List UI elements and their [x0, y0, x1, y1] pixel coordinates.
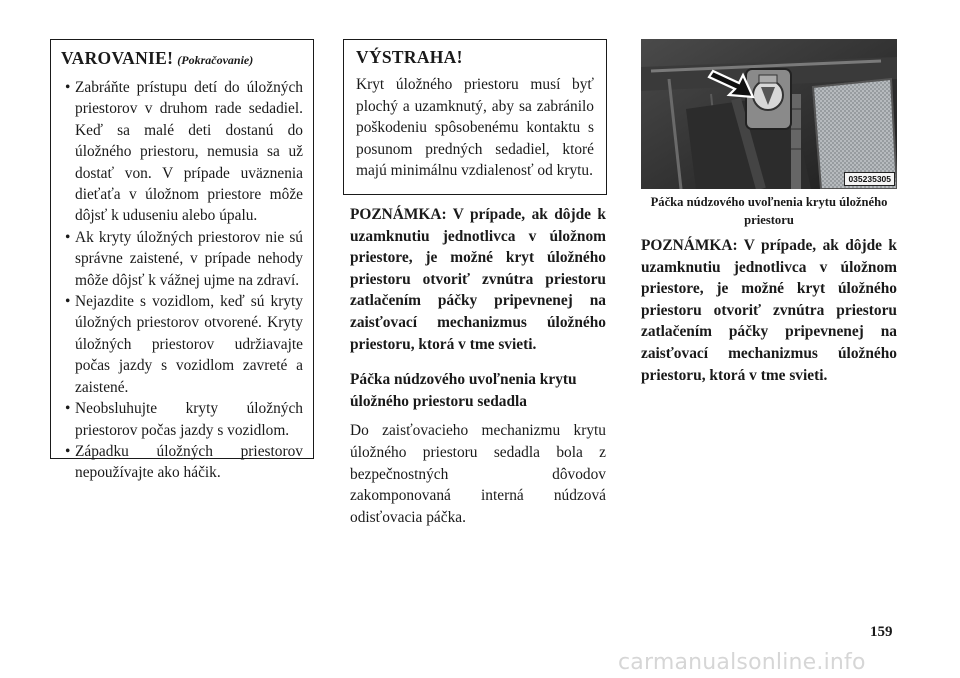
warning-bullet: • Zabráňte prístupu detí do úložných priestorov v druhom rade sedadiel. Keď sa malé deti dostanú do úložného priestoru, nemusia sa už dostať von. V prípade uväznenia dieťaťa v úložnom priestore môže dôjsť k uduseniu alebo úpalu. — [65, 79, 303, 225]
warning-bullet: • Ak kryty úložných priestorov nie sú správne zaistené, v prípade nehody môže dôjsť k vážnej ujme na zdraví. — [65, 228, 303, 289]
warning-bullet-text: Nejazdite s vozidlom, keď sú kryty úložných priestorov otvorené. Kryty úložných priestorov udržiavajte počas jazdy s vozidlom zavreté a zaistené. — [75, 293, 303, 396]
warning-title: VAROVANIE! — [61, 48, 174, 68]
warning-box — [50, 39, 314, 482]
caution-title: VÝSTRAHA! — [356, 47, 463, 67]
warning-bullet: • Západku úložných priestorov nepoužívajte ako háčik. — [65, 442, 303, 482]
section-heading: Páčka núdzového uvoľnenia krytu úložného priestoru sedadla — [350, 371, 577, 410]
note-paragraph: POZNÁMKA: V prípade, ak dôjde k uzamknutiu jednotlivca v úložnom priestore, je možné kryt úložného priestoru otvoriť zvnútra priestoru zatlačením páčky pripevnenej na zaisťovací mechanizmus úložného priestoru, ktorá v tme svieti. — [641, 237, 897, 384]
watermark: carmanualsonline.info — [618, 650, 866, 675]
warning-bullet-text: Neobsluhujte kryty úložných priestorov počas jazdy s vozidlom. — [75, 400, 303, 439]
warning-bullet-text: Zabráňte prístupu detí do úložných priestorov v druhom rade sedadiel. Keď sa malé deti dostanú do úložného priestoru, nemusia sa už dostať von. V prípade uväznenia dieťaťa v úložnom priestore môže dôjsť k uduseniu alebo úpalu. — [75, 79, 303, 225]
warning-bullet: • Nejazdite s vozidlom, keď sú kryty úložných priestorov otvorené. Kryty úložných priestorov udržiavajte počas jazdy s vozidlom zavreté a zaistené. — [65, 293, 303, 396]
caution-text: Kryt úložného priestoru musí byť plochý a uzamknutý, aby sa zabránilo poškodeniu spôsobenému kontaktu s posunom predných sedadiel, ktoré majú minimálnu vzdialenosť od krytu. — [356, 76, 594, 180]
warning-bullet-text: Ak kryty úložných priestorov nie sú správne zaistené, v prípade nehody môže dôjsť k vážnej ujme na zdraví. — [75, 228, 303, 289]
body-paragraph: Do zaisťovacieho mechanizmu krytu úložného priestoru sedadla bola z bezpečnostných dôvodov zakomponovaná interná núdzová odisťovacia páčka. — [350, 422, 606, 526]
release-lever-photo — [641, 39, 897, 189]
warning-bullet: • Neobsluhujte kryty úložných priestorov počas jazdy s vozidlom. — [65, 400, 303, 439]
photo-illustration — [641, 39, 897, 189]
figure-caption: Páčka núdzového uvoľnenia krytu úložného priestoru — [650, 195, 888, 227]
column-3 — [641, 235, 897, 386]
column-2 — [350, 204, 606, 528]
note-paragraph: POZNÁMKA: V prípade, ak dôjde k uzamknutiu jednotlivca v úložnom priestore, je možné kryt úložného priestoru otvoriť zvnútra priestoru zatlačením páčky pripevnenej na zaisťovací mechanizmus úložného priestoru, ktorá v tme svieti. — [350, 206, 606, 353]
figure-code: 035235305 — [844, 172, 895, 186]
caution-box — [343, 39, 607, 195]
warning-subtitle: (Pokračovanie) — [177, 53, 254, 67]
warning-heading — [61, 48, 303, 69]
warning-bullet-text: Západku úložných priestorov nepoužívajte ako háčik. — [75, 442, 303, 482]
warning-list — [61, 77, 303, 484]
page-number: 159 — [870, 624, 893, 640]
